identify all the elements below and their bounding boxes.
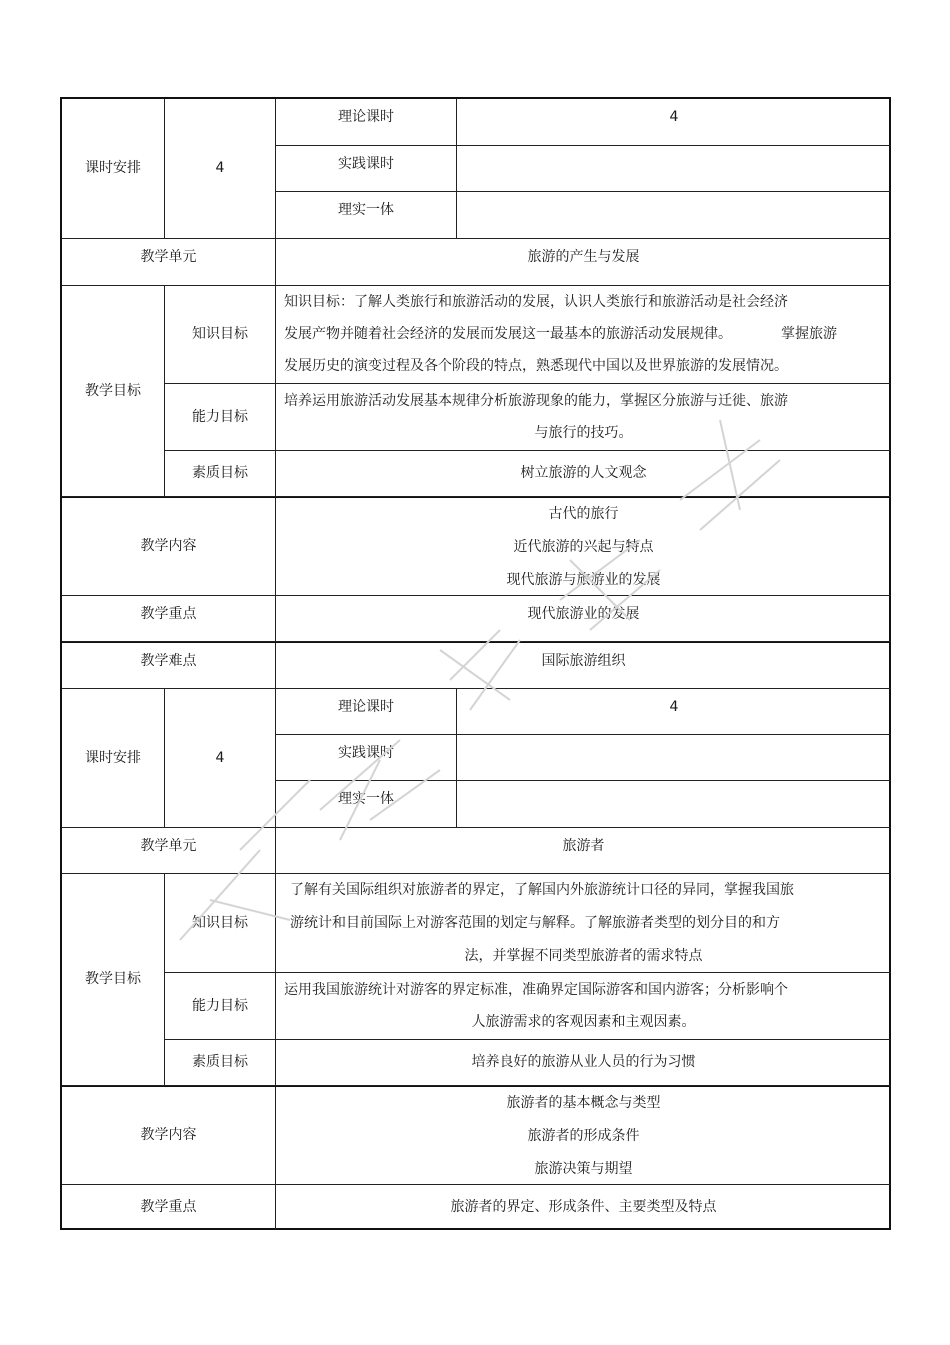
theory-hours-value: 4 [457, 689, 891, 735]
quality-goal-value: 树立旅游的人文观念 [276, 451, 891, 497]
goals-label: 教学目标 [62, 286, 165, 497]
content-item: 旅游决策与期望 [534, 1161, 633, 1177]
knowledge-goal-label: 知识目标 [165, 286, 276, 384]
schedule-label: 课时安排 [62, 689, 165, 828]
unit-value: 旅游的产生与发展 [276, 239, 891, 286]
unit-label: 教学单元 [62, 828, 276, 874]
content-label: 教学内容 [62, 497, 276, 596]
integrated-hours-value [457, 781, 891, 828]
knowledge-goal-line: 发展产物并随着社会经济的发展而发展这一最基本的旅游活动发展规律。 掌握旅游 [284, 326, 837, 342]
unit-value: 旅游者 [276, 828, 891, 874]
key-point-value: 现代旅游业的发展 [276, 596, 891, 642]
knowledge-goal-line: 知识目标：了解人类旅行和旅游活动的发展，认识人类旅行和旅游活动是社会经济 [284, 294, 788, 310]
practice-hours-value [457, 735, 891, 781]
goals-label: 教学目标 [62, 874, 165, 1086]
content-item: 古代的旅行 [548, 506, 619, 522]
theory-hours-label: 理论课时 [276, 99, 457, 146]
knowledge-goal-text [276, 874, 891, 973]
ability-goal-line: 人旅游需求的客观因素和主观因素。 [471, 1014, 696, 1030]
content-label: 教学内容 [62, 1086, 276, 1185]
ability-goal-text [276, 973, 891, 1040]
content-list [276, 1086, 891, 1185]
knowledge-goal-label: 知识目标 [165, 874, 276, 973]
key-point-value: 旅游者的界定、形成条件、主要类型及特点 [450, 1199, 717, 1216]
content-item: 现代旅游与旅游业的发展 [506, 572, 661, 588]
theory-hours-value: 4 [457, 99, 891, 146]
ability-goal-line: 培养运用旅游活动发展基本规律分析旅游现象的能力，掌握区分旅游与迁徙、旅游 [284, 393, 788, 409]
ability-goal-text [276, 384, 891, 451]
difficulty-value: 国际旅游组织 [276, 642, 891, 689]
lesson-plan-table [60, 97, 891, 1230]
quality-goal-value: 培养良好的旅游从业人员的行为习惯 [276, 1040, 891, 1086]
theory-hours-label: 理论课时 [276, 689, 457, 735]
content-item: 旅游者的基本概念与类型 [506, 1095, 661, 1111]
knowledge-goal-line: 法，并掌握不同类型旅游者的需求特点 [464, 948, 703, 964]
practice-hours-label: 实践课时 [276, 146, 457, 192]
practice-hours-value [457, 146, 891, 192]
schedule-total: 4 [165, 689, 276, 828]
key-point-label: 教学重点 [62, 1185, 276, 1230]
key-point-label: 教学重点 [62, 596, 276, 642]
content-item: 近代旅游的兴起与特点 [513, 539, 654, 555]
schedule-label: 课时安排 [62, 99, 165, 239]
knowledge-goal-line: 了解有关国际组织对旅游者的界定，了解国内外旅游统计口径的异同，掌握我国旅 [290, 882, 794, 898]
practice-hours-label: 实践课时 [276, 735, 457, 781]
ability-goal-line: 与旅行的技巧。 [534, 425, 633, 441]
schedule-total: 4 [165, 99, 276, 239]
ability-goal-line: 运用我国旅游统计对游客的界定标准，准确界定国际游客和国内游客；分析影响个 [284, 982, 788, 998]
ability-goal-label: 能力目标 [165, 384, 276, 451]
knowledge-goal-text [276, 286, 891, 384]
unit-label: 教学单元 [62, 239, 276, 286]
knowledge-goal-line: 游统计和目前国际上对游客范围的划定与解释。了解旅游者类型的划分目的和方 [290, 915, 780, 931]
ability-goal-label: 能力目标 [165, 973, 276, 1040]
quality-goal-label: 素质目标 [165, 451, 276, 497]
integrated-hours-label: 理实一体 [276, 781, 457, 828]
content-item: 旅游者的形成条件 [527, 1128, 640, 1144]
knowledge-goal-line: 发展历史的演变过程及各个阶段的特点，熟悉现代中国以及世界旅游的发展情况。 [284, 358, 788, 374]
quality-goal-label: 素质目标 [165, 1040, 276, 1086]
difficulty-label: 教学难点 [62, 642, 276, 689]
integrated-hours-value [457, 192, 891, 239]
integrated-hours-label: 理实一体 [276, 192, 457, 239]
content-list [276, 497, 891, 596]
